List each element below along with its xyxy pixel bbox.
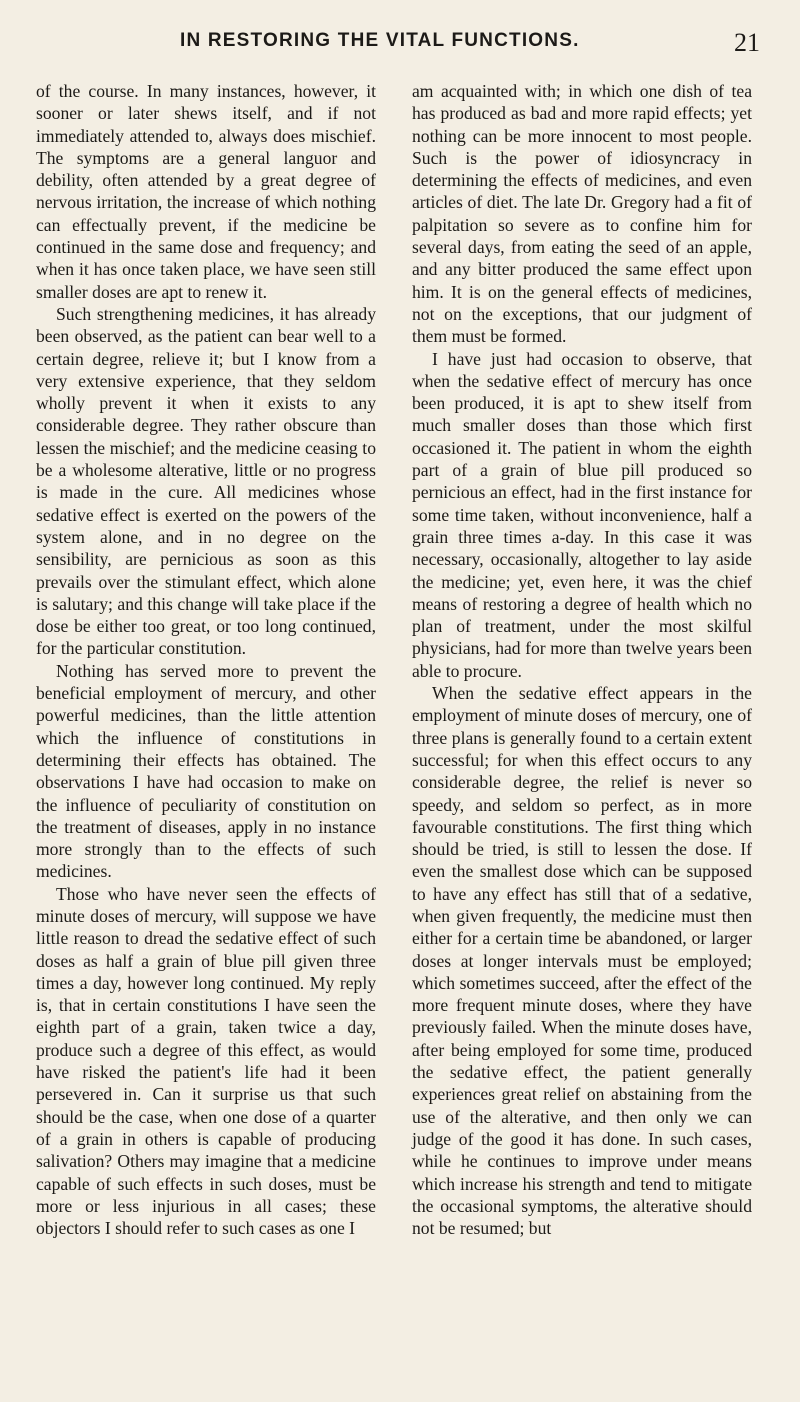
page-number: 21: [734, 28, 760, 57]
paragraph: am acquainted with; in which one dish of tea has produced as bad and more rapid effects; yet nothing can be more innocent to most people. Such is the power of idiosyncracy in determining the effects of medicines, and even articles of diet. The late Dr. Gregory had a fit of palpitation so severe as to confine him for several days, from eating the seed of an apple, and any bitter produced the same effect upon him. It is on the general effects of medicines, not on the exceptions, that our judgment of them must be formed.: [412, 81, 752, 347]
paragraph: I have just had occasion to observe, that when the sedative effect of mercury has once been produced, it is apt to shew itself from much smaller doses than those which first occasioned it. The patient in whom the eighth part of a grain of blue pill produced so pernicious an effect, had in the first instance for some time taken, without inconvenience, half a grain three times a-day. In this case it was necessary, occasionally, altogether to lay aside the medicine; yet, even here, it was the chief means of restoring a degree of health which no plan of treatment, under the most skilful physicians, had for more than twelve years been able to procure.: [412, 348, 752, 681]
running-head: IN RESTORING THE VITAL FUNCTIONS.: [180, 30, 580, 51]
paragraph: Those who have never seen the effects of minute doses of mercury, will suppose we have little reason to dread the sedative effect of such doses as half a grain of blue pill given three times a day, however long continued. My reply is, that in certain constitutions I have seen the eighth part of a grain, taken twice a day, produce such a degree of this effect, as would have risked the patient's life had it been persevered in. Can it surprise us that such should be the case, when one dose of a quarter of a grain in others is capable of producing salivation? Others may imagine that a medicine capable of such effects in such doses, must be more or less injurious in all cases; these objectors I should refer to such cases as one I: [36, 883, 376, 1239]
paragraph: Such strengthening medicines, it has already been observed, as the patient can bear well to a certain degree, relieve it; but I know from a very extensive experience, that they seldom wholly prevent it when it exists to any considerable degree. They rather obscure than lessen the mischief; and the medicine ceasing to be a wholesome alterative, little or no progress is made in the cure. All medicines whose sedative effect is exerted on the powers of the system alone, and in no degree on the sensibility, are pernicious as soon as this prevails over the stimulant effect, which alone is salutary; and this change will take place if the dose be either too great, or too long continued, for the particular constitution.: [36, 303, 376, 659]
paragraph: Nothing has served more to prevent the beneficial employment of mercury, and other powerful medicines, than the little attention which the influence of constitutions in determining their effects has obtained. The observations I have had occasion to make on the influence of peculiarity of constitution on the treatment of diseases, apply in no instance more strongly than to the effects of such medicines.: [36, 660, 376, 882]
paragraph: of the course. In many instances, however, it sooner or later shews itself, and if not immediately attended to, always does mischief. The symptoms are a general languor and debility, often attended by a great degree of nervous irritation, the increase of which nothing can effectually prevent, if the medicine be continued in the same dose and frequency; and when it has once taken place, we have seen still smaller doses are apt to renew it.: [36, 81, 376, 302]
left-column: [36, 80, 376, 1239]
page-header: [180, 30, 760, 64]
paragraph: When the sedative effect appears in the employment of minute doses of mercury, one of three plans is generally found to a certain extent successful; for when this effect occurs to any considerable degree, the relief is never so speedy, and seldom so perfect, as in more favourable constitutions. The first thing which should be tried, is still to lessen the dose. If even the smallest dose which can be supposed to have any effect has still that of a sedative, when given frequently, the medicine must then either for a certain time be abandoned, or larger doses at longer intervals must be employed; which sometimes succeed, after the effect of the more frequent minute doses, where they have previously failed. When the minute doses have, after being employed for some time, produced the sedative effect, the patient generally experiences great relief on abstaining from the use of the alterative, and then only we can judge of the good it has done. In such cases, while he continues to improve under means which increase his strength and tend to mitigate the occasional symptoms, the alterative should not be resumed; but: [412, 683, 752, 1239]
right-column: [412, 80, 752, 1239]
